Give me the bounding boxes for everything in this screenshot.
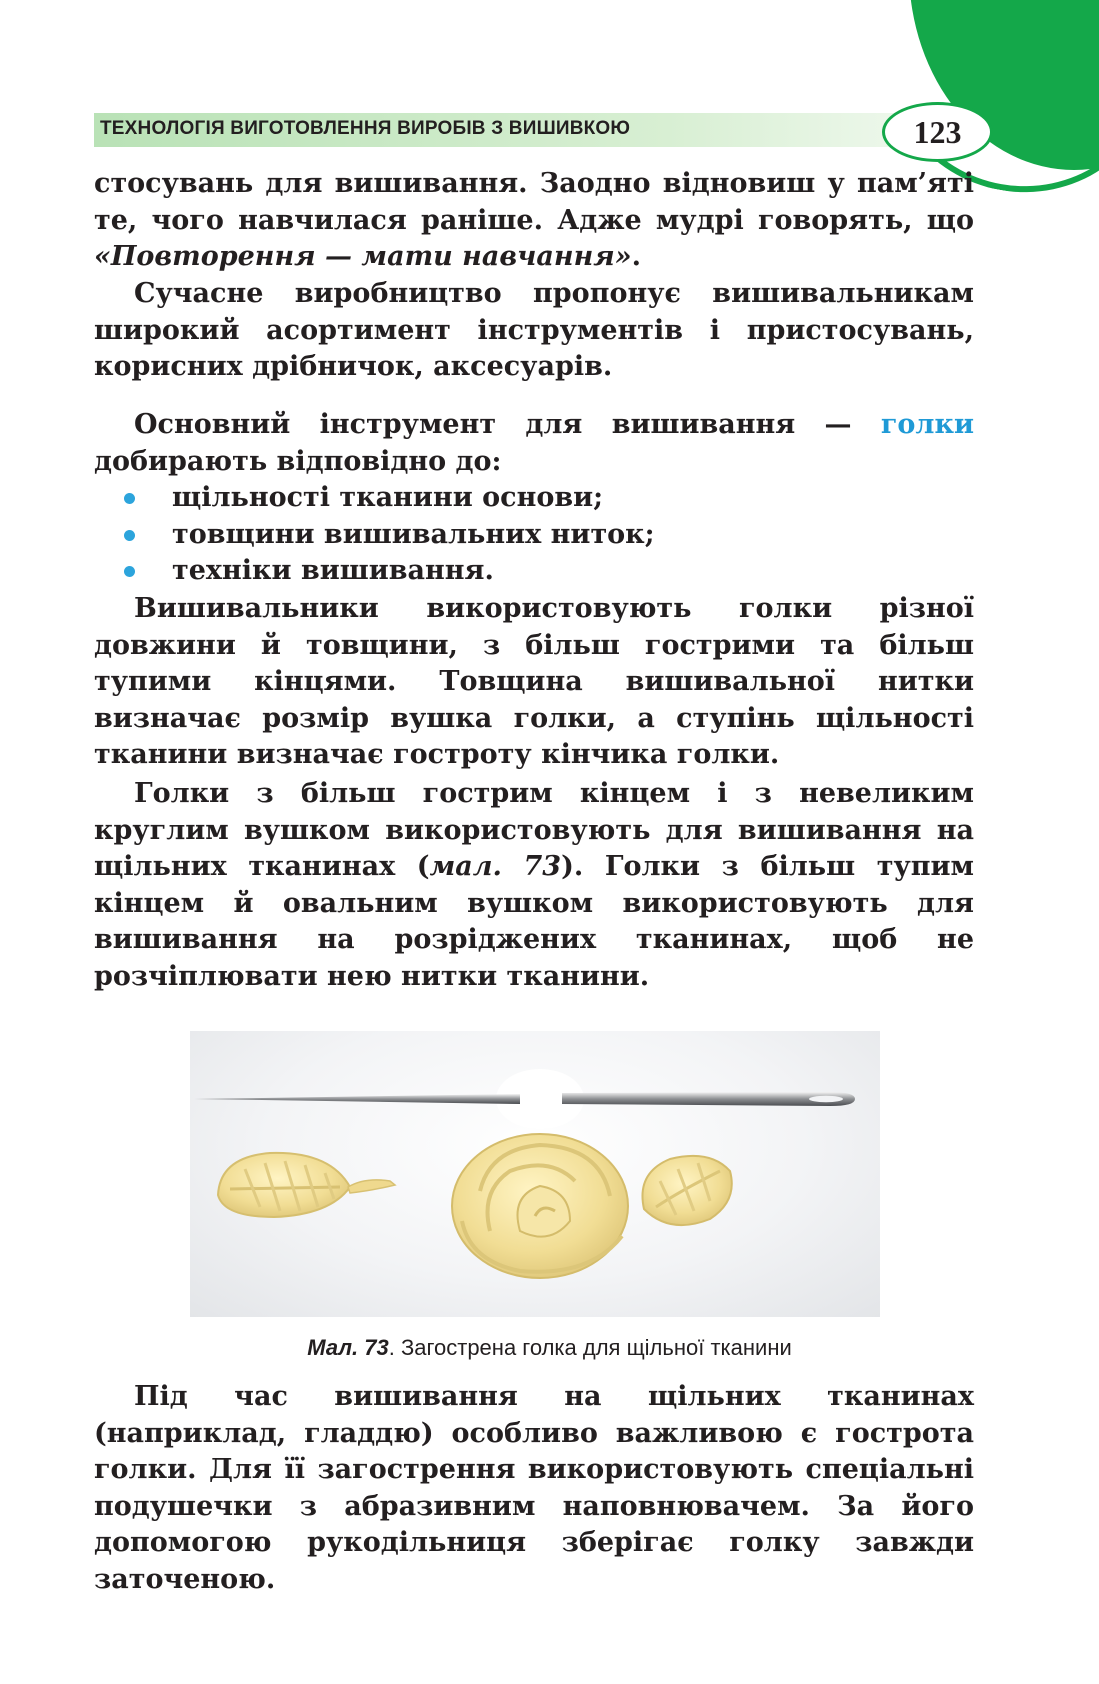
paragraph-dense-before: Голки з більш гострим кінцем і з невеликим круглим вушком використовують для вишивання на щільних тканинах ( xyxy=(94,778,974,882)
needle-embroidery-illustration xyxy=(190,1031,880,1317)
figure-reference: мал. 73 xyxy=(429,851,562,882)
list-item-text: техніки вишивання. xyxy=(172,555,494,586)
embroidered-leaf-right xyxy=(642,1156,731,1225)
paragraph-intro xyxy=(94,166,974,276)
page-number: 123 xyxy=(882,102,993,162)
figure-photo xyxy=(190,1031,880,1317)
list-item xyxy=(94,517,974,554)
paragraph-needles-after: добирають відповідно до: xyxy=(94,445,502,477)
term-needles: голки xyxy=(880,409,974,440)
paragraph-needle-types: Вишивальники використовують голки різної довжини й товщини, з більш гострими та більш тупими кінцями. Товщина вишивальної нитки визначає розмір вушка голки, а ступінь щільності тканини визначає гостроту кінчика голки. xyxy=(94,593,974,770)
figure-caption-text: . Загострена голка для щільної тканини xyxy=(388,1335,792,1360)
figure-caption-label: Мал. 73 xyxy=(307,1335,389,1360)
paragraph-needles-before: Основний інструмент для вишивання — xyxy=(134,409,881,440)
embroidered-rose xyxy=(452,1134,628,1278)
figure-caption xyxy=(0,1335,1099,1361)
paragraph-intro-end: . xyxy=(631,241,642,272)
paragraph-assortment: Сучасне виробництво пропонує вишивальникам широкий асортимент інструментів і пристосувань, корисних дрібничок, аксесуарів. xyxy=(94,278,974,382)
list-item xyxy=(94,553,974,590)
bullet-dot-icon xyxy=(124,530,135,541)
embroidered-leaf-left xyxy=(218,1153,395,1217)
list-item xyxy=(94,480,974,517)
paragraph-dense-after: ). Голки з більш тупим кінцем й овальним вушком використовують для вишивання на розріджених тканинах, щоб не розчіплювати нею нитки тканини. xyxy=(94,851,974,992)
list-item-text: товщини вишивальних ниток; xyxy=(172,518,655,550)
criteria-list xyxy=(94,480,974,590)
paragraph-intro-text: стосувань для вишивання. Заодно відновиш у пам’яті те, чого навчилася раніше. Адже мудрі говорять, що xyxy=(94,168,974,236)
needle-tip xyxy=(194,1094,520,1104)
bullet-dot-icon xyxy=(124,566,135,577)
running-header-title: ТЕХНОЛОГІЯ ВИГОТОВЛЕННЯ ВИРОБІВ З ВИШИВКОЮ xyxy=(100,118,631,139)
list-item-text: щільності тканини основи; xyxy=(172,482,604,513)
paragraph-sharpening: Під час вишивання на щільних тканинах (наприклад, гладдю) особливо важливою є гострота голки. Для її загострення використовують спеціальні подушечки з абразивним наповнювачем. За його допомогою рукодільниця зберігає голку завжди заточеною. xyxy=(94,1381,974,1595)
bullet-dot-icon xyxy=(124,493,135,504)
paragraph-needles-intro xyxy=(94,407,974,480)
proverb-quote: «Повторення — мати навчання» xyxy=(94,241,632,272)
paragraph-dense-fabric xyxy=(94,776,974,995)
needle-eye xyxy=(809,1096,843,1102)
